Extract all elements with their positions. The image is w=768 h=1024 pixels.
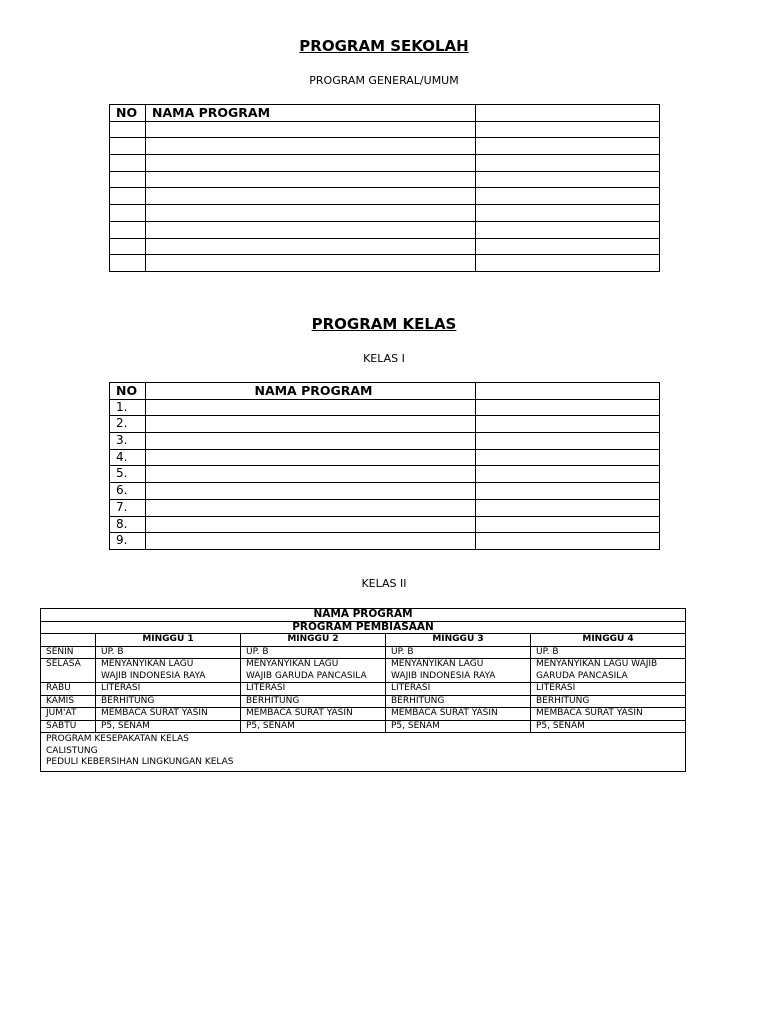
table-row bbox=[110, 399, 660, 416]
activity-cell: UP. B bbox=[531, 646, 686, 659]
row-no bbox=[110, 155, 146, 172]
table-row bbox=[110, 171, 660, 188]
activity-cell: UP. B bbox=[386, 646, 531, 659]
table-row bbox=[110, 238, 660, 255]
row-no: 6. bbox=[110, 483, 146, 500]
activity-cell: LITERASI bbox=[241, 683, 386, 696]
week-header: MINGGU 3 bbox=[386, 634, 531, 647]
row-extra bbox=[476, 155, 660, 172]
activity-cell: BERHITUNG bbox=[386, 695, 531, 708]
row-extra bbox=[476, 255, 660, 272]
row-extra bbox=[476, 416, 660, 433]
row-program bbox=[146, 221, 476, 238]
notes-cell bbox=[41, 733, 686, 772]
row-extra bbox=[476, 516, 660, 533]
kelas2-sub-row: PROGRAM PEMBIASAAN bbox=[41, 621, 686, 634]
row-program bbox=[146, 433, 476, 450]
table-row bbox=[110, 433, 660, 450]
activity-cell: BERHITUNG bbox=[241, 695, 386, 708]
sekolah-title: PROGRAM SEKOLAH bbox=[299, 37, 469, 55]
table-row bbox=[110, 121, 660, 138]
activity-cell: UP. B bbox=[241, 646, 386, 659]
day-cell: KAMIS bbox=[41, 695, 96, 708]
row-program bbox=[146, 416, 476, 433]
row-extra bbox=[476, 499, 660, 516]
activity-cell: P5, SENAM bbox=[96, 720, 241, 733]
row-extra bbox=[476, 399, 660, 416]
activity-cell: MENYANYIKAN LAGU WAJIB GARUDA PANCASILA bbox=[531, 659, 686, 683]
day-cell: SENIN bbox=[41, 646, 96, 659]
table-row bbox=[41, 695, 686, 708]
kelas2-title-row: NAMA PROGRAM bbox=[41, 609, 686, 622]
row-no bbox=[110, 255, 146, 272]
row-no bbox=[110, 121, 146, 138]
row-program bbox=[146, 238, 476, 255]
row-no: 4. bbox=[110, 449, 146, 466]
row-no bbox=[110, 205, 146, 222]
week-header: MINGGU 2 bbox=[241, 634, 386, 647]
header-nama-program: NAMA PROGRAM bbox=[146, 105, 476, 122]
row-no bbox=[110, 138, 146, 155]
row-program bbox=[146, 466, 476, 483]
activity-cell: P5, SENAM bbox=[531, 720, 686, 733]
kelas2-subtitle: KELAS II bbox=[361, 577, 407, 590]
kelas-header-row bbox=[110, 383, 660, 400]
activity-cell: UP. B bbox=[96, 646, 241, 659]
table-row bbox=[110, 416, 660, 433]
row-no: 2. bbox=[110, 416, 146, 433]
row-no bbox=[110, 188, 146, 205]
day-cell: JUM'AT bbox=[41, 708, 96, 721]
table-row bbox=[110, 516, 660, 533]
row-program bbox=[146, 205, 476, 222]
table-row bbox=[110, 449, 660, 466]
header-extra bbox=[476, 105, 660, 122]
row-program bbox=[146, 399, 476, 416]
table-row bbox=[41, 659, 686, 683]
table-row bbox=[110, 188, 660, 205]
week-header: MINGGU 4 bbox=[531, 634, 686, 647]
day-cell: SABTU bbox=[41, 720, 96, 733]
activity-cell: LITERASI bbox=[386, 683, 531, 696]
activity-cell: MENYANYIKAN LAGU WAJIB GARUDA PANCASILA bbox=[241, 659, 386, 683]
activity-cell: MENYANYIKAN LAGU WAJIB INDONESIA RAYA bbox=[386, 659, 531, 683]
table-row bbox=[110, 466, 660, 483]
day-header bbox=[41, 634, 96, 647]
row-no: 1. bbox=[110, 399, 146, 416]
activity-cell: BERHITUNG bbox=[96, 695, 241, 708]
day-cell: SELASA bbox=[41, 659, 96, 683]
row-program bbox=[146, 138, 476, 155]
activity-cell: MEMBACA SURAT YASIN bbox=[241, 708, 386, 721]
activity-cell: LITERASI bbox=[531, 683, 686, 696]
row-program bbox=[146, 171, 476, 188]
row-extra bbox=[476, 138, 660, 155]
activity-cell: MEMBACA SURAT YASIN bbox=[96, 708, 241, 721]
header-no: NO bbox=[110, 383, 146, 400]
row-extra bbox=[476, 433, 660, 450]
row-extra bbox=[476, 221, 660, 238]
activity-cell: BERHITUNG bbox=[531, 695, 686, 708]
header-extra bbox=[476, 383, 660, 400]
table-row bbox=[110, 221, 660, 238]
row-program bbox=[146, 499, 476, 516]
sekolah-header-row bbox=[110, 105, 660, 122]
table-row bbox=[110, 255, 660, 272]
header-no: NO bbox=[110, 105, 146, 122]
row-extra bbox=[476, 205, 660, 222]
kelas-subtitle: KELAS I bbox=[363, 352, 405, 365]
row-program bbox=[146, 155, 476, 172]
header-nama-program: NAMA PROGRAM bbox=[146, 383, 476, 400]
row-extra bbox=[476, 466, 660, 483]
week-header-row bbox=[41, 634, 686, 647]
activity-cell: MEMBACA SURAT YASIN bbox=[531, 708, 686, 721]
row-no: 5. bbox=[110, 466, 146, 483]
activity-cell: P5, SENAM bbox=[241, 720, 386, 733]
row-program bbox=[146, 449, 476, 466]
row-program bbox=[146, 188, 476, 205]
sekolah-table bbox=[109, 104, 660, 272]
row-no: 9. bbox=[110, 533, 146, 550]
row-extra bbox=[476, 171, 660, 188]
row-no bbox=[110, 238, 146, 255]
row-program bbox=[146, 121, 476, 138]
table-row bbox=[41, 708, 686, 721]
row-program bbox=[146, 255, 476, 272]
table-row bbox=[110, 499, 660, 516]
row-extra bbox=[476, 238, 660, 255]
table-row bbox=[110, 138, 660, 155]
table-row bbox=[41, 720, 686, 733]
day-cell: RABU bbox=[41, 683, 96, 696]
row-program bbox=[146, 533, 476, 550]
row-no: 8. bbox=[110, 516, 146, 533]
table-row bbox=[110, 483, 660, 500]
row-no: 3. bbox=[110, 433, 146, 450]
table-row bbox=[110, 205, 660, 222]
row-extra bbox=[476, 188, 660, 205]
activity-cell: P5, SENAM bbox=[386, 720, 531, 733]
table-row bbox=[110, 533, 660, 550]
note-line: PEDULI KEBERSIHAN LINGKUNGAN KELAS bbox=[46, 757, 234, 767]
row-extra bbox=[476, 449, 660, 466]
row-no bbox=[110, 171, 146, 188]
kelas2-table bbox=[40, 608, 686, 772]
note-line: PROGRAM KESEPAKATAN KELAS bbox=[46, 734, 189, 744]
table-row bbox=[41, 683, 686, 696]
row-program bbox=[146, 516, 476, 533]
activity-cell: MENYANYIKAN LAGU WAJIB INDONESIA RAYA bbox=[96, 659, 241, 683]
row-extra bbox=[476, 483, 660, 500]
row-program bbox=[146, 483, 476, 500]
table-row bbox=[41, 646, 686, 659]
note-line: CALISTUNG bbox=[46, 745, 98, 756]
notes-row bbox=[41, 733, 686, 772]
kelas-title: PROGRAM KELAS bbox=[311, 315, 457, 333]
table-row bbox=[110, 155, 660, 172]
week-header: MINGGU 1 bbox=[96, 634, 241, 647]
kelas-table bbox=[109, 382, 660, 550]
row-extra bbox=[476, 533, 660, 550]
activity-cell: LITERASI bbox=[96, 683, 241, 696]
row-extra bbox=[476, 121, 660, 138]
row-no bbox=[110, 221, 146, 238]
row-no: 7. bbox=[110, 499, 146, 516]
activity-cell: MEMBACA SURAT YASIN bbox=[386, 708, 531, 721]
sekolah-subtitle: PROGRAM GENERAL/UMUM bbox=[309, 74, 459, 87]
